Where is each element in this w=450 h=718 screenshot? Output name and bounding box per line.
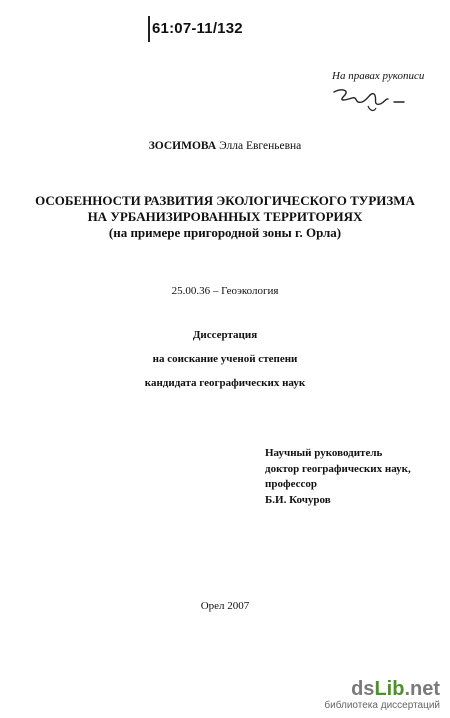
dissertation-title: [20, 193, 430, 241]
watermark-logo: [351, 678, 440, 701]
author-given-names: Элла Евгеньевна: [219, 140, 302, 152]
advisor-line-1: Научный руководитель: [265, 447, 383, 459]
handwritten-signature: [328, 84, 408, 116]
advisor-line-3: профессор: [265, 478, 317, 490]
logo-net: .net: [404, 678, 440, 700]
logo-ds: ds: [351, 678, 375, 700]
stamp-frame-line: [148, 16, 150, 42]
manuscript-note: На правах рукописи: [332, 70, 425, 82]
title-line-2: НА УРБАНИЗИРОВАННЫХ ТЕРРИТОРИЯХ: [87, 209, 363, 224]
logo-lib: Lib: [374, 678, 405, 700]
author-name: [0, 140, 450, 152]
specialty-code: 25.00.36 – Геоэкология: [171, 285, 279, 297]
city-year: Орел 2007: [200, 600, 250, 612]
watermark-subtitle: библиотека диссертаций: [324, 700, 440, 711]
degree-line-1: Диссертация: [192, 329, 258, 341]
degree-line-2: на соискание ученой степени: [152, 353, 298, 365]
advisor-line-4: Б.И. Кочуров: [265, 493, 331, 506]
title-line-3: (на примере пригородной зоны г. Орла): [108, 225, 342, 240]
scientific-advisor: [265, 446, 411, 508]
advisor-line-2: доктор географических наук,: [265, 462, 411, 475]
degree-statement: [0, 323, 450, 395]
document-number: 61:07-11/132: [152, 20, 243, 37]
author-surname: ЗОСИМОВА: [148, 140, 217, 152]
degree-line-3: кандидата географических наук: [144, 377, 306, 389]
title-line-1: ОСОБЕННОСТИ РАЗВИТИЯ ЭКОЛОГИЧЕСКОГО ТУРИЗМА: [35, 193, 415, 208]
